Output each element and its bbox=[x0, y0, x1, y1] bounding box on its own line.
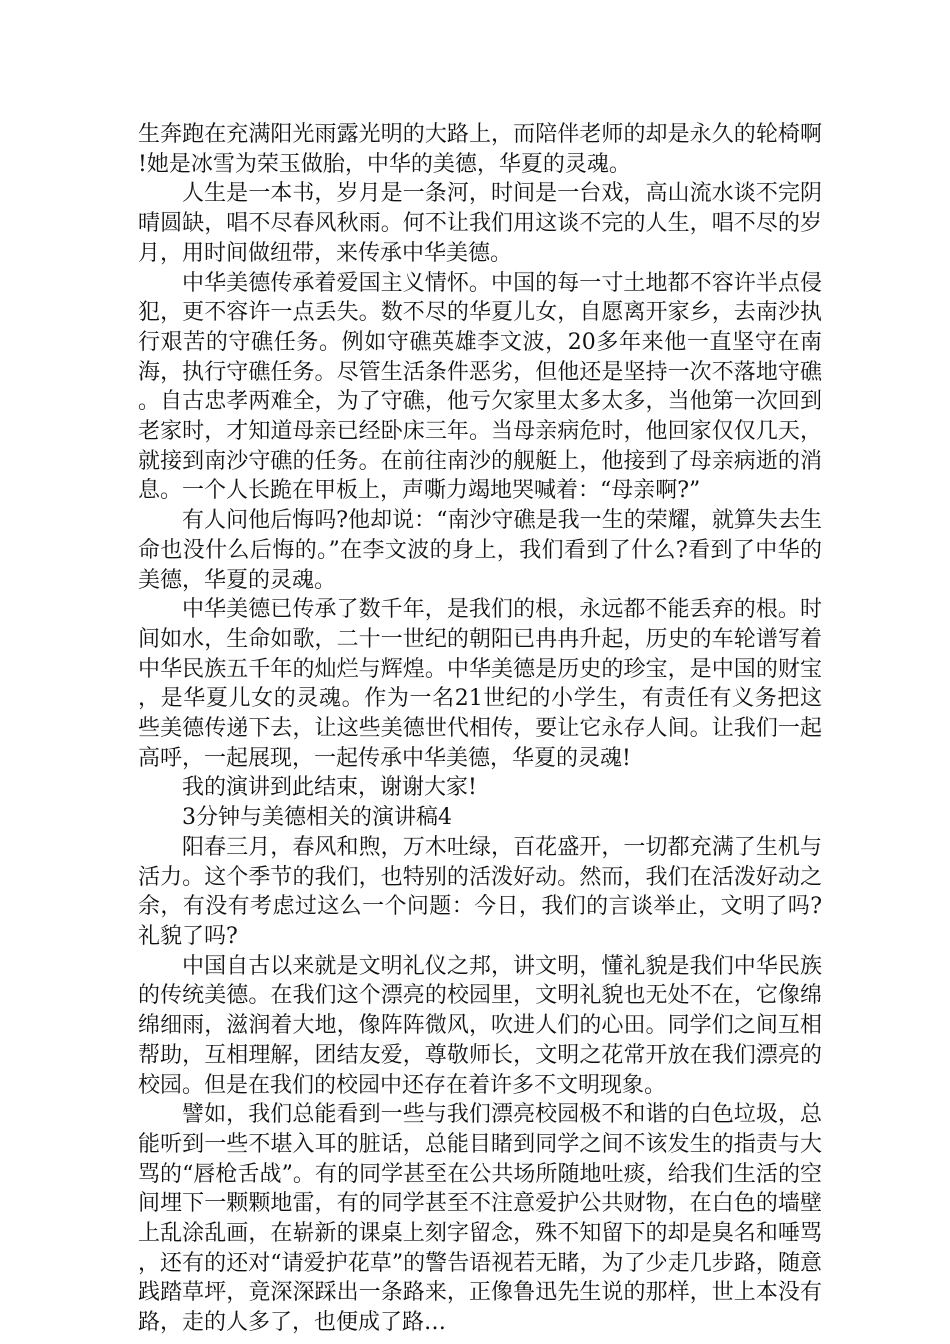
section-heading: 3分钟与美德相关的演讲稿4 bbox=[182, 805, 452, 831]
paragraph-closing: 我的演讲到此结束，谢谢大家! bbox=[182, 775, 477, 801]
paragraph-no-regret: 有人问他后悔吗?他却说：“南沙守礁是我一生的荣耀，就算失去生命也没什么后悔的。”在李文波的身上，我们看到了什么?看到了中华的美德，华夏的灵魂。 bbox=[138, 508, 822, 593]
paragraph-continuation: 生奔跑在充满阳光雨露光明的大路上，而陪伴老师的却是永久的轮椅啊!她是冰雪为荣玉做胎，中华的美德，华夏的灵魂。 bbox=[138, 122, 822, 177]
paragraph-civility: 中国自古以来就是文明礼仪之邦，讲文明，懂礼貌是我们中华民族的传统美德。在我们这个漂亮的校园里，文明礼貌也无处不在，它像绵绵细雨，滋润着大地，像阵阵微风，吹进人们的心田。同学们之间互相帮助，互相理解，团结友爱，尊敬师长，文明之花常开放在我们漂亮的校园。但是在我们的校园中还存在着许多不文明现象。 bbox=[138, 953, 822, 1098]
paragraph-patriotism: 中华美德传承着爱国主义情怀。中国的每一寸土地都不容许半点侵犯，更不容许一点丢失。数不尽的华夏儿女，自愿离开家乡，去南沙执行艰苦的守礁任务。例如守礁英雄李文波，20多年来他一直坚守在南海，执行守礁任务。尽管生活条件恶劣，但他还是坚持一次不落地守礁。自古忠孝两难全，为了守礁，他亏欠家里太多太多，当他第一次回到老家时，才知道母亲已经卧床三年。当母亲病危时，他回家仅仅几天，就接到南沙守礁的任务。在前往南沙的舰艇上，他接到了母亲病逝的消息。一个人长跪在甲板上，声嘶力竭地哭喊着：“母亲啊?” bbox=[138, 270, 822, 504]
document-body bbox=[138, 120, 822, 1338]
paragraph-life-book: 人生是一本书，岁月是一条河，时间是一台戏，高山流水谈不完阴晴圆缺，唱不尽春风秋雨。何不让我们用这谈不完的人生，唱不尽的岁月，用时间做纽带，来传承中华美德。 bbox=[138, 181, 822, 266]
paragraph-heritage: 中华美德已传承了数千年，是我们的根，永远都不能丢弃的根。时间如水，生命如歌，二十一世纪的朝阳已冉冉升起，历史的车轮谱写着中华民族五千年的灿烂与辉煌。中华美德是历史的珍宝，是中国的财宝，是华夏儿女的灵魂。作为一名21世纪的小学生，有责任有义务把这些美德传递下去，让这些美德世代相传，要让它永存人间。让我们一起高呼，一起展现，一起传承中华美德，华夏的灵魂! bbox=[138, 597, 822, 771]
paragraph-examples: 譬如，我们总能看到一些与我们漂亮校园极不和谐的白色垃圾，总能听到一些不堪入耳的脏话，总能目睹到同学之间不该发生的指责与大骂的“唇枪舌战”。有的同学甚至在公共场所随地吐痰，给我们生活的空间埋下一颗颗地雷，有的同学甚至不注意爱护公共财物，在白色的墙壁上乱涂乱画，在崭新的课桌上刻字留念，殊不知留下的却是臭名和唾骂，还有的还对“请爱护花草”的警告语视若无睹，为了少走几步路，随意践踏草坪，竟深深踩出一条路来，正像鲁迅先生说的那样，世上本没有路，走的人多了，也便成了路… bbox=[138, 1102, 822, 1336]
paragraph-spring: 阳春三月，春风和煦，万木吐绿，百花盛开，一切都充满了生机与活力。这个季节的我们，也特别的活泼好动。然而，我们在活泼好动之余，有没有考虑过这么一个问题：今日，我们的言谈举止，文明了吗?礼貌了吗? bbox=[138, 834, 822, 949]
